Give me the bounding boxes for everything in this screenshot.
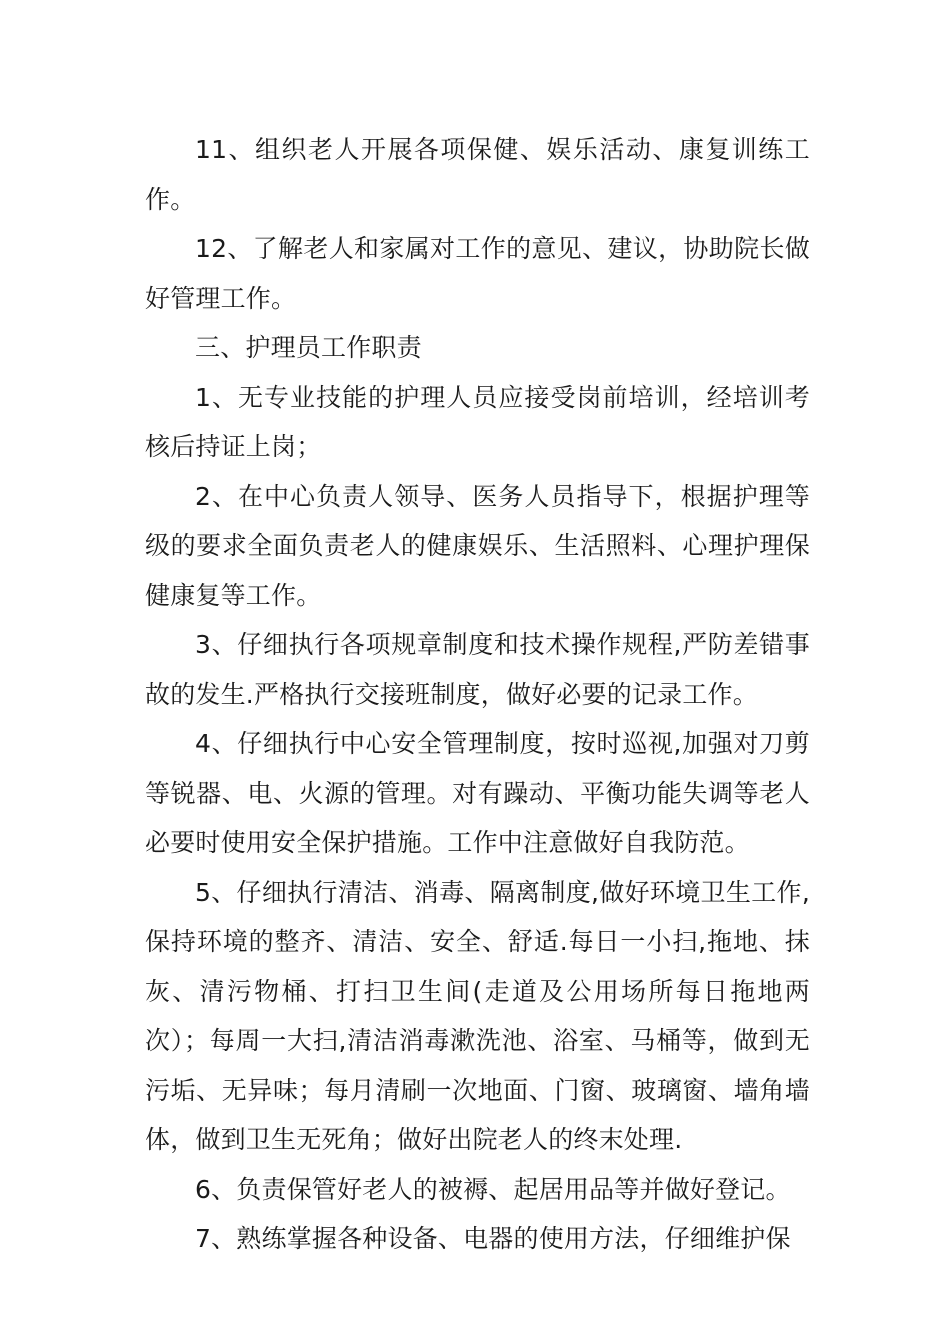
paragraph-item-3: 3、仔细执行各项规章制度和技术操作规程,严防差错事故的发生.严格执行交接班制度，做好必要的记录工作。 [145, 630, 810, 709]
paragraph-item-11: 11、组织老人开展各项保健、娱乐活动、康复训练工作。 [145, 135, 810, 214]
paragraph-item-1: 1、无专业技能的护理人员应接受岗前培训，经培训考核后持证上岗； [145, 382, 810, 461]
paragraph-item-7: 7、熟练掌握各种设备、电器的使用方法，仔细维护保 [195, 1224, 791, 1253]
paragraph-item-12: 12、了解老人和家属对工作的意见、建议，协助院长做好管理工作。 [145, 234, 810, 313]
section-heading: 三、护理员工作职责 [195, 333, 422, 362]
paragraph-item-5: 5、仔细执行清洁、消毒、隔离制度,做好环境卫生工作,保持环境的整齐、清洁、安全、舒适.每日一小扫,拖地、抹灰、清污物桶、打扫卫生间(走道及公用场所每日拖地两次）；每周一大扫,清洁消毒漱洗池、浴室、马桶等，做到无污垢、无异味；每月清刷一次地面、门窗、玻璃窗、墙角墙体，做到卫生无死角；做好出院老人的终末处理. [145, 877, 810, 1154]
paragraph-item-6: 6、负责保管好老人的被褥、起居用品等并做好登记。 [195, 1174, 791, 1204]
document-page [145, 125, 810, 1264]
paragraph-item-4: 4、仔细执行中心安全管理制度，按时巡视,加强对刀剪等锐器、电、火源的管理。对有躁动、平衡功能失调等老人必要时使用安全保护措施。工作中注意做好自我防范。 [145, 729, 810, 857]
paragraph-item-2: 2、在中心负责人领导、医务人员指导下，根据护理等级的要求全面负责老人的健康娱乐、生活照料、心理护理保健康复等工作。 [145, 481, 810, 610]
